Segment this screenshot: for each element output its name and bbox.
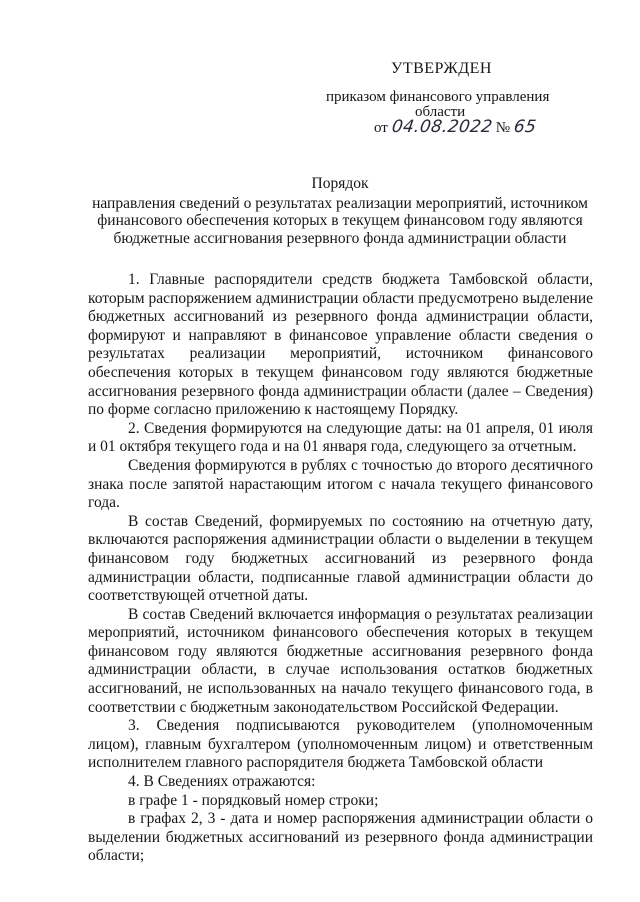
title-text: направления сведений о результатах реализации мероприятий, источником финансового обеспечения которых в текущем финансовом году являются бюджетные ассигнования резервного фонда администрации области (92, 194, 588, 247)
paragraph: 2. Сведения формируются на следующие даты: на 01 апреля, 01 июля и 01 октября текущего года и на 01 января года, следующего за отчетным. (88, 419, 593, 456)
approval-order-line: приказом финансового управления (326, 89, 550, 105)
handwritten-date: 04.08.2022 (390, 117, 494, 137)
document-title (60, 175, 620, 247)
number-sign: № (495, 120, 511, 136)
paragraph: 1. Главные распорядители средств бюджета Тамбовской области, которым распоряжением администрации области предусмотрено выделение бюджетных ассигнований из резервного фонда администрации области, формируют и направляют в финансовое управление области сведения о результатах реализации мероприятий, источником финансового обеспечения которых в текущем финансовом году являются бюджетные ассигнования резервного фонда администрации области (далее – Сведения) по форме согласно приложению к настоящему Порядку. (88, 271, 593, 419)
paragraph: в графах 2, 3 - дата и номер распоряжения администрации области о выделении бюджетных ассигнований из резервного фонда администрации области; (88, 810, 593, 865)
paragraph: В состав Сведений, формируемых по состоянию на отчетную дату, включаются распоряжения администрации области о выделении в текущем финансовом году бюджетных ассигнований из резервного фонда администрации области, подписанные главой администрации области до соответствующей отчетной даты. (88, 512, 593, 605)
approval-date-line (374, 117, 536, 137)
paragraph: Сведения формируются в рублях с точностью до второго десятичного знака после запятой нарастающим итогом с начала текущего финансового года. (88, 456, 593, 512)
paragraph: 3. Сведения подписываются руководителем (уполномоченным лицом), главным бухгалтером (уполномоченным лицом) и ответственным исполнителем главного распорядителя бюджета Тамбовской области (88, 717, 593, 772)
approval-from-label: от (374, 120, 388, 136)
approval-region-line: области (415, 104, 466, 120)
approved-heading: УТВЕРЖДЕН (391, 60, 492, 77)
handwritten-number: 65 (512, 117, 538, 137)
paragraph: в графе 1 - порядковый номер строки; (128, 791, 379, 809)
paragraph: 4. В Сведениях отражаются: (128, 773, 316, 791)
paragraph: В состав Сведений включается информация о результатах реализации мероприятий, источником финансового обеспечения которых в текущем финансовом году являются бюджетные ассигнования резервного фонда администрации области, в случае использования остатков бюджетных ассигнований, не использованных на начало текущего финансового года, в соответствии с бюджетным законодательством Российской Федерации. (88, 605, 593, 716)
title-heading: Порядок (311, 175, 369, 192)
document-body (88, 271, 593, 866)
